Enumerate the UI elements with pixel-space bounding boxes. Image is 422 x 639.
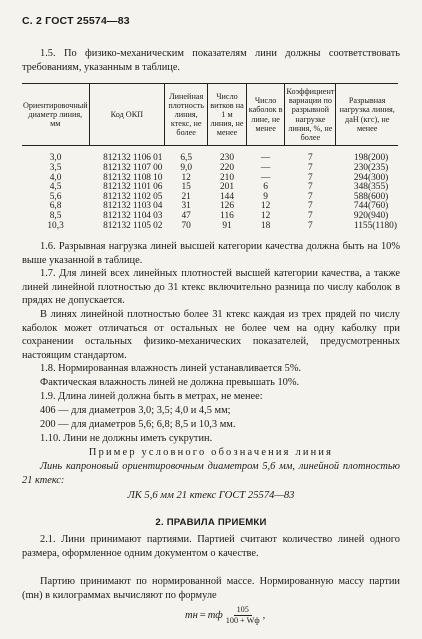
example-text bbox=[22, 460, 400, 487]
cell-okp: 812132 1107 00 bbox=[103, 163, 163, 173]
cell-yarns: — bbox=[260, 163, 271, 173]
cell-turns: 220 bbox=[219, 163, 235, 173]
cell-diameter: 10,3 bbox=[47, 220, 64, 231]
table-header-row bbox=[22, 84, 398, 146]
cell-okp: 812132 1101 06 bbox=[103, 182, 163, 193]
cell-diameter: 4,0 bbox=[49, 172, 62, 183]
cell-density: 9,0 bbox=[180, 163, 193, 173]
cell-turns: 210 bbox=[219, 172, 235, 183]
cell-turns: 116 bbox=[220, 210, 234, 221]
paragraph-1-8b-text: Фактическая влажность линей не должна превышать 10%. bbox=[40, 377, 300, 388]
table-row bbox=[22, 173, 398, 183]
cell-variation: 7 bbox=[308, 182, 313, 193]
length-item-406: 406 — для диаметров 3,0; 3,5; 4,0 и 4,5 мм; bbox=[40, 405, 231, 416]
cell-okp: 812132 1104 03 bbox=[103, 210, 163, 221]
paragraph-1-9-text: 1.9. Длина линей должна быть в метрах, не менее: bbox=[40, 391, 263, 402]
specs-table bbox=[22, 83, 398, 231]
cell-yarns: 6 bbox=[263, 182, 268, 193]
paragraph-1-10 bbox=[22, 432, 400, 446]
example-text-body: Линь капроновый ориентировочным диаметром 5,6 мм, линейной плотностью 21 ктекс: bbox=[22, 461, 400, 486]
cell-load: 1155(1180) bbox=[353, 220, 397, 231]
cell-density: 31 bbox=[181, 201, 191, 212]
cell-load: 230(235) bbox=[353, 163, 389, 173]
cell-turns: 230 bbox=[219, 153, 235, 164]
cell-density: 21 bbox=[181, 191, 191, 202]
section-title: 2. ПРАВИЛА ПРИЕМКИ bbox=[155, 517, 267, 528]
formula-lhs: mн bbox=[185, 610, 198, 621]
paragraph-1-5 bbox=[22, 47, 400, 74]
cell-diameter: 6,8 bbox=[49, 201, 62, 212]
paragraph-1-8-continued bbox=[22, 376, 400, 390]
table-row bbox=[22, 202, 398, 212]
table-row bbox=[22, 183, 398, 193]
cell-load: 588(600) bbox=[353, 191, 389, 202]
formula-equals: = bbox=[199, 610, 206, 621]
col-header-okp: Код ОКП bbox=[89, 84, 165, 146]
cell-variation: 7 bbox=[308, 172, 313, 183]
formula-denominator: 100 + Wф bbox=[225, 616, 260, 625]
col-header-density: Линейная плотность линия, ктекс, не более bbox=[165, 84, 208, 146]
cell-variation: 7 bbox=[308, 163, 313, 173]
table-row bbox=[22, 146, 398, 164]
cell-diameter: 8,5 bbox=[49, 210, 62, 221]
page-header: С. 2 ГОСТ 25574—83 bbox=[22, 15, 130, 27]
cell-diameter: 3,0 bbox=[49, 153, 62, 164]
cell-load: 348(355) bbox=[353, 182, 389, 193]
cell-yarns: 12 bbox=[260, 201, 271, 212]
mass-formula bbox=[185, 605, 265, 626]
cell-turns: 144 bbox=[219, 191, 235, 202]
paragraph-1-10-text: 1.10. Лини не должны иметь сукрутин. bbox=[40, 433, 213, 444]
col-header-yarns: Число каболок в лине, не менее bbox=[246, 84, 285, 146]
cell-diameter: 4,5 bbox=[49, 182, 62, 193]
col-header-turns: Число витков на 1 м линия, не менее bbox=[208, 84, 247, 146]
cell-load: 198(200) bbox=[353, 153, 389, 164]
cell-variation: 7 bbox=[308, 220, 313, 231]
col-header-diameter: Ориентировочный диаметр линия, мм bbox=[22, 84, 89, 146]
paragraph-1-6-text: 1.6. Разрывная нагрузка линей высшей категории качества должна быть на 10% выше указанной в таблице. bbox=[22, 241, 400, 266]
col-header-load: Разрывная нагрузка линия, даН (кгс), не менее bbox=[336, 84, 398, 146]
paragraph-1-7-text: 1.7. Для линей всех линейных плотностей высшей категории качества, а также линей линейной плотностью до 31 ктекс включительно разница по числу каболок в прядях не допускается. bbox=[22, 268, 400, 307]
example-title: Пример условного обозначения линия bbox=[88, 447, 334, 458]
cell-load: 744(760) bbox=[353, 201, 389, 212]
formula-tail: , bbox=[262, 610, 266, 621]
cell-yarns: 9 bbox=[263, 191, 268, 202]
cell-okp: 812132 1103 04 bbox=[103, 201, 163, 212]
table-row bbox=[22, 164, 398, 174]
paragraph-1-5-text: 1.5. По физико-механическим показателям лини должны соответствовать требованиям, указанным в таблице. bbox=[22, 48, 400, 73]
paragraph-1-9 bbox=[22, 390, 400, 404]
cell-turns: 126 bbox=[219, 201, 235, 212]
cell-density: 6,5 bbox=[180, 153, 193, 164]
paragraph-1-7b-text: В линях линейной плотностью более 31 ктекс каждая из трех прядей по числу каболок может отличаться от остальных не более чем на одну каболку при сохранении остальных физико-механических показателей, предусмотренных настоящим стандартом. bbox=[22, 309, 400, 361]
paragraph-2-1-continued bbox=[22, 575, 400, 602]
cell-density: 70 bbox=[181, 220, 191, 231]
cell-load: 294(300) bbox=[353, 172, 389, 183]
paragraph-2-1-text: 2.1. Лини принимают партиями. Партией считают количество линей одного размера, оформленное одним документом о качестве. bbox=[22, 534, 400, 559]
cell-load: 920(940) bbox=[353, 210, 389, 221]
col-header-variation: Коэффициент вариации по разрывной нагрузке линия, %, не более bbox=[285, 84, 336, 146]
cell-yarns: — bbox=[260, 172, 271, 183]
cell-yarns: 12 bbox=[260, 210, 271, 221]
cell-yarns: 18 bbox=[260, 220, 271, 231]
cell-density: 12 bbox=[181, 172, 191, 183]
cell-okp: 812132 1105 02 bbox=[103, 220, 163, 231]
cell-diameter: 3,5 bbox=[49, 163, 62, 173]
paragraph-1-6 bbox=[22, 240, 400, 267]
cell-variation: 7 bbox=[308, 191, 313, 202]
paragraph-2-1b-text: Партию принимают по нормированной массе. Нормированную массу партии (mн) в килограммах вычисляют по формуле bbox=[22, 576, 400, 601]
paragraph-2-1 bbox=[22, 533, 400, 560]
paragraph-1-9-item-a bbox=[22, 404, 400, 418]
paragraph-1-7 bbox=[22, 267, 400, 308]
cell-variation: 7 bbox=[308, 153, 313, 164]
cell-okp: 812132 1102 05 bbox=[103, 191, 163, 202]
paragraph-1-8 bbox=[22, 362, 400, 376]
formula-numerator: 105 bbox=[234, 605, 252, 616]
table-row bbox=[22, 212, 398, 222]
cell-variation: 7 bbox=[308, 201, 313, 212]
cell-okp: 812132 1108 10 bbox=[103, 172, 163, 183]
formula-rhs: mф bbox=[207, 610, 223, 621]
paragraph-1-8-text: 1.8. Нормированная влажность линей устанавливается 5%. bbox=[40, 363, 302, 374]
paragraph-1-7-continued bbox=[22, 308, 400, 362]
paragraph-1-9-item-b bbox=[22, 418, 400, 432]
cell-turns: 91 bbox=[222, 220, 232, 231]
cell-okp: 812132 1106 01 bbox=[103, 153, 163, 164]
cell-diameter: 5,6 bbox=[49, 191, 62, 202]
cell-density: 47 bbox=[181, 210, 191, 221]
length-item-200: 200 — для диаметров 5,6; 6,8; 8,5 и 10,3 мм. bbox=[40, 419, 236, 430]
example-designation: ЛК 5,6 мм 21 ктекс ГОСТ 25574—83 bbox=[127, 490, 295, 501]
table-row bbox=[22, 221, 398, 231]
cell-variation: 7 bbox=[308, 210, 313, 221]
cell-turns: 201 bbox=[219, 182, 235, 193]
table-row bbox=[22, 193, 398, 203]
cell-density: 15 bbox=[181, 182, 191, 193]
cell-yarns: — bbox=[260, 153, 271, 164]
formula-fraction bbox=[226, 605, 260, 626]
